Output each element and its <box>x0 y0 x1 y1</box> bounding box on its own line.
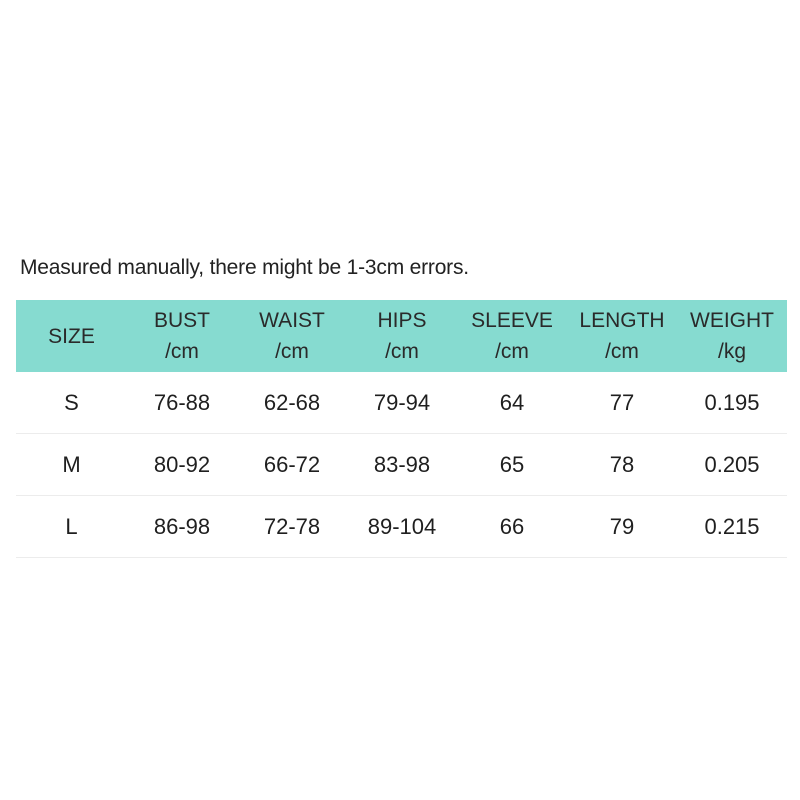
cell-bust: 76-88 <box>153 389 211 415</box>
header-unit: /cm <box>275 340 309 363</box>
cell-length: 78 <box>609 451 635 477</box>
cell-waist: 72-78 <box>263 513 321 539</box>
header-bust <box>127 305 237 367</box>
header-waist <box>237 305 347 367</box>
cell-hips: 79-94 <box>373 389 431 415</box>
table-row-s <box>16 372 787 434</box>
cell-length: 79 <box>609 513 635 539</box>
header-sleeve <box>457 305 567 367</box>
cell-hips: 89-104 <box>367 513 437 539</box>
header-size <box>16 321 127 352</box>
header-length <box>567 305 677 367</box>
header-label: BUST <box>153 309 210 332</box>
cell-hips: 83-98 <box>373 451 431 477</box>
cell-waist: 62-68 <box>263 389 321 415</box>
header-label: LENGTH <box>579 309 665 332</box>
header-label: WAIST <box>259 309 325 332</box>
header-weight <box>677 305 787 367</box>
cell-bust: 86-98 <box>153 513 211 539</box>
header-unit: /kg <box>717 340 746 363</box>
header-label: SLEEVE <box>471 309 553 332</box>
header-label: HIPS <box>377 309 427 332</box>
measurement-note: Measured manually, there might be 1-3cm errors. <box>20 256 469 279</box>
cell-size: S <box>64 389 79 415</box>
cell-sleeve: 66 <box>499 513 525 539</box>
header-hips <box>347 305 457 367</box>
cell-size: L <box>65 513 78 539</box>
header-unit: /cm <box>495 340 529 363</box>
cell-size: M <box>62 451 81 477</box>
header-unit: /cm <box>605 340 639 363</box>
table-row-m <box>16 434 787 496</box>
cell-length: 77 <box>609 389 635 415</box>
cell-sleeve: 65 <box>499 451 525 477</box>
size-chart-table <box>16 300 787 558</box>
header-unit: /cm <box>165 340 199 363</box>
header-label: WEIGHT <box>690 309 774 332</box>
table-row-l <box>16 496 787 558</box>
cell-weight: 0.215 <box>704 513 760 539</box>
header-unit: /cm <box>385 340 419 363</box>
cell-bust: 80-92 <box>153 451 211 477</box>
cell-waist: 66-72 <box>263 451 321 477</box>
header-label: SIZE <box>48 324 95 348</box>
cell-sleeve: 64 <box>499 389 525 415</box>
cell-weight: 0.195 <box>704 389 760 415</box>
table-header-row <box>16 300 787 372</box>
cell-weight: 0.205 <box>704 451 760 477</box>
